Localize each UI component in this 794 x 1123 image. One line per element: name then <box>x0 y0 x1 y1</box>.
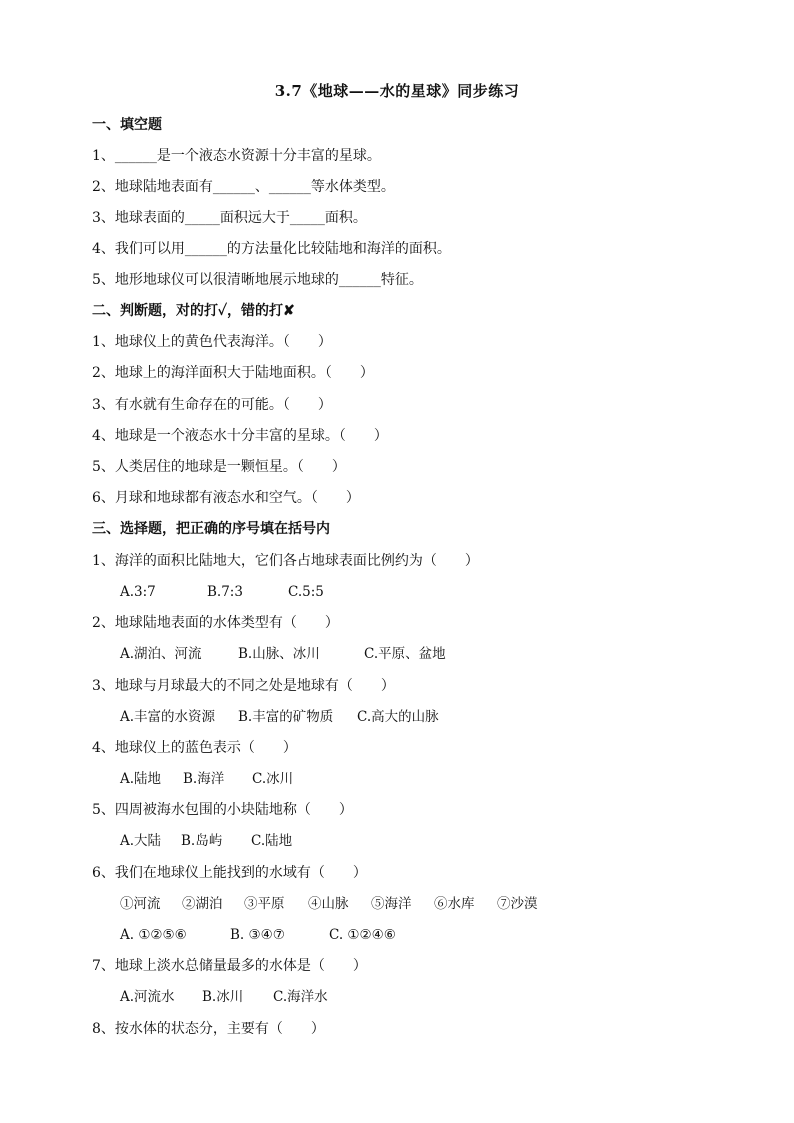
choice-item: ⑤海洋 <box>371 896 412 912</box>
choice-option-c: C.冰川 <box>252 771 294 787</box>
choice-item: ①河流 <box>120 896 161 912</box>
choice-option-a: A.湖泊、河流 <box>120 646 202 662</box>
choice-option-a: A.河流水 <box>120 989 175 1005</box>
choice-question: 6、我们在地球仪上能找到的水域有（ ） <box>92 865 367 881</box>
choice-option-a: A.大陆 <box>120 833 162 849</box>
section-heading-fill-blank: 一、填空题 <box>92 117 162 133</box>
choice-option-b: B.丰富的矿物质 <box>238 709 334 725</box>
choice-question: 3、地球与月球最大的不同之处是地球有（ ） <box>92 678 395 694</box>
fill-blank-item: 2、地球陆地表面有______、______等水体类型。 <box>92 179 395 195</box>
true-false-item: 4、地球是一个液态水十分丰富的星球。（ ） <box>92 428 388 444</box>
choice-question: 5、四周被海水包围的小块陆地称（ ） <box>92 802 353 818</box>
choice-option-c: C.5:5 <box>288 584 324 600</box>
choice-question: 8、按水体的状态分，主要有（ ） <box>92 1021 325 1037</box>
choice-option-c: C.海洋水 <box>273 989 328 1005</box>
choice-item: ③平原 <box>244 896 285 912</box>
true-false-item: 1、地球仪上的黄色代表海洋。（ ） <box>92 334 332 350</box>
fill-blank-item: 3、地球表面的_____面积远大于_____面积。 <box>92 210 367 226</box>
choice-item: ④山脉 <box>308 896 349 912</box>
section-heading-multiple-choice: 三、选择题，把正确的序号填在括号内 <box>92 521 330 537</box>
choice-option-a: A.丰富的水资源 <box>120 709 216 725</box>
choice-item: ⑥水库 <box>434 896 475 912</box>
choice-option-a: A.陆地 <box>120 771 162 787</box>
choice-item: ⑦沙漠 <box>497 896 538 912</box>
choice-option-b: B.冰川 <box>202 989 244 1005</box>
choice-option-c: C.高大的山脉 <box>357 709 439 725</box>
choice-question: 4、地球仪上的蓝色表示（ ） <box>92 740 297 756</box>
choice-option-c: C.陆地 <box>251 833 293 849</box>
choice-option-a: A. ①②⑤⑥ <box>120 927 187 943</box>
true-false-item: 2、地球上的海洋面积大于陆地面积。（ ） <box>92 365 374 381</box>
fill-blank-item: 4、我们可以用______的方法量化比较陆地和海洋的面积。 <box>92 241 451 257</box>
choice-option-a: A.3:7 <box>120 584 156 600</box>
choice-option-b: B. ③④⑦ <box>230 927 285 943</box>
fill-blank-item: 5、地形地球仪可以很清晰地展示地球的______特征。 <box>92 272 423 288</box>
true-false-item: 5、人类居住的地球是一颗恒星。（ ） <box>92 459 346 475</box>
choice-question: 2、地球陆地表面的水体类型有（ ） <box>92 615 339 631</box>
choice-option-b: B.山脉、冰川 <box>238 646 320 662</box>
choice-option-c: C. ①②④⑥ <box>329 927 396 943</box>
true-false-item: 6、月球和地球都有液态水和空气。（ ） <box>92 490 360 506</box>
fill-blank-item: 1、______是一个液态水资源十分丰富的星球。 <box>92 148 381 164</box>
choice-option-b: B.7:3 <box>207 584 243 600</box>
true-false-item: 3、有水就有生命存在的可能。（ ） <box>92 397 332 413</box>
section-heading-true-false: 二、判断题，对的打✓，错的打✘ <box>92 303 295 319</box>
choice-item: ②湖泊 <box>182 896 223 912</box>
choice-question: 1、海洋的面积比陆地大，它们各占地球表面比例约为（ ） <box>92 553 479 569</box>
choice-option-b: B.海洋 <box>183 771 225 787</box>
choice-option-b: B.岛屿 <box>181 833 223 849</box>
page-title: 3.7《地球——水的星球》同步练习 <box>274 82 520 100</box>
choice-question: 7、地球上淡水总储量最多的水体是（ ） <box>92 958 367 974</box>
choice-option-c: C.平原、盆地 <box>364 646 446 662</box>
